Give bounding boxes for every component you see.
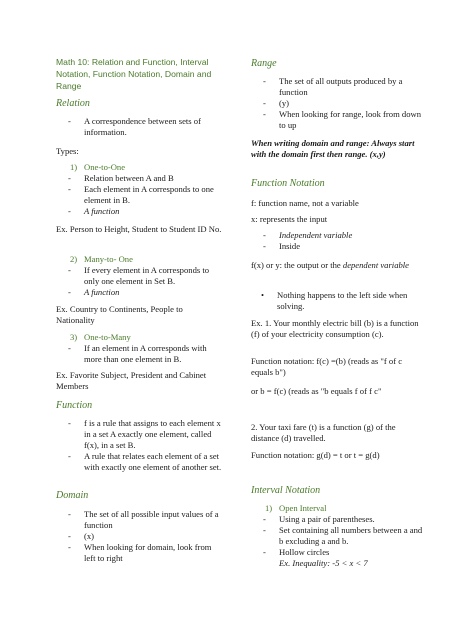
relation-heading: Relation [56, 98, 90, 109]
many-to-one-example: Ex. Country to Continents, People to Nationality [56, 304, 183, 325]
notation-bullet-list [251, 290, 423, 312]
f-definition: f: function name, not a variable [251, 198, 359, 208]
domain-heading: Domain [56, 490, 89, 501]
one-to-many-example: Ex. Favorite Subject, President and Cabinet Members [56, 370, 207, 391]
range-heading: Range [251, 58, 277, 69]
list-item: - A rule that relates each element of a set with exactly one element of another set. [56, 451, 224, 473]
interval-notation-heading: Interval Notation [251, 485, 321, 496]
open-interval-example: Ex. Inequality: -5 < x < 7 [279, 558, 368, 568]
function-list [56, 418, 224, 473]
function-heading: Function [56, 400, 93, 411]
types-label: Types: [56, 146, 79, 156]
domain-list [56, 509, 224, 564]
list-item: - Each element in A corresponds to one element in B. [56, 184, 224, 206]
many-to-one-list [56, 265, 224, 298]
example-2-notation: Function notation: g(d) = t or t = g(d) [251, 450, 380, 460]
type-one-to-many-label: 3) One-to-Many [70, 332, 131, 342]
list-item: - If an element in A corresponds with more than one element in B. [56, 343, 224, 365]
x-list [251, 230, 423, 252]
x-definition: x: represents the input [251, 214, 328, 224]
one-to-one-list [56, 173, 224, 217]
relation-definition [56, 116, 224, 138]
list-item: - If every element in A corresponds to only one element in Set B. [56, 265, 224, 287]
type-many-to-one-label: 2) Many-to- One [70, 254, 133, 264]
list-item: - A function [56, 287, 224, 298]
list-item: - When looking for range, look from down to up [251, 109, 423, 131]
one-to-many-list [56, 343, 224, 365]
list-item: • Nothing happens to the left side when solving. [251, 290, 423, 312]
list-item: - Using a pair of parentheses. [251, 514, 423, 525]
example-1-alt: or b = f(c) (reads as "b equals f of f c" [251, 386, 382, 396]
list-item: - A function [56, 206, 224, 217]
example-2: 2. Your taxi fare (t) is a function (g) of the distance (d) travelled. [251, 422, 396, 443]
range-list [251, 76, 423, 131]
page-title: Math 10: Relation and Function, Interval Notation, Function Notation, Domain and Range [56, 57, 212, 91]
list-item: - The set of all possible input values of a function [56, 509, 224, 531]
list-item: - Relation between A and B [56, 173, 224, 184]
list-item: - (y) [251, 98, 423, 109]
function-notation-heading: Function Notation [251, 178, 325, 189]
open-interval-label: 1) Open Interval [265, 503, 327, 513]
list-item: - A correspondence between sets of information. [56, 116, 224, 138]
domain-range-note: When writing domain and range: Always start with the domain first then range. (x,y) [251, 138, 415, 159]
type-one-to-one-label: 1) One-to-One [70, 162, 126, 172]
example-1-notation: Function notation: f(c) =(b) (reads as "f of c equals b") [251, 356, 403, 377]
list-item: - Independent variable [251, 230, 423, 241]
list-item: - When looking for domain, look from left to right [56, 542, 224, 564]
list-item: - f is a rule that assigns to each element x in a set A exactly one element, called f(x), in a set B. [56, 418, 224, 451]
example-1: Ex. 1. Your monthly electric bill (b) is a function (f) of your electricity consumption (c). [251, 318, 419, 339]
fx-definition: f(x) or y: the output or the dependent variable [251, 260, 409, 270]
open-interval-list [251, 514, 423, 558]
list-item: - Hollow circles [251, 547, 423, 558]
list-item: - Inside [251, 241, 423, 252]
list-item: - Set containing all numbers between a and b excluding a and b. [251, 525, 423, 547]
list-item: - (x) [56, 531, 224, 542]
one-to-one-example: Ex. Person to Height, Student to Student ID No. [56, 224, 222, 234]
list-item: - The set of all outputs produced by a function [251, 76, 423, 98]
